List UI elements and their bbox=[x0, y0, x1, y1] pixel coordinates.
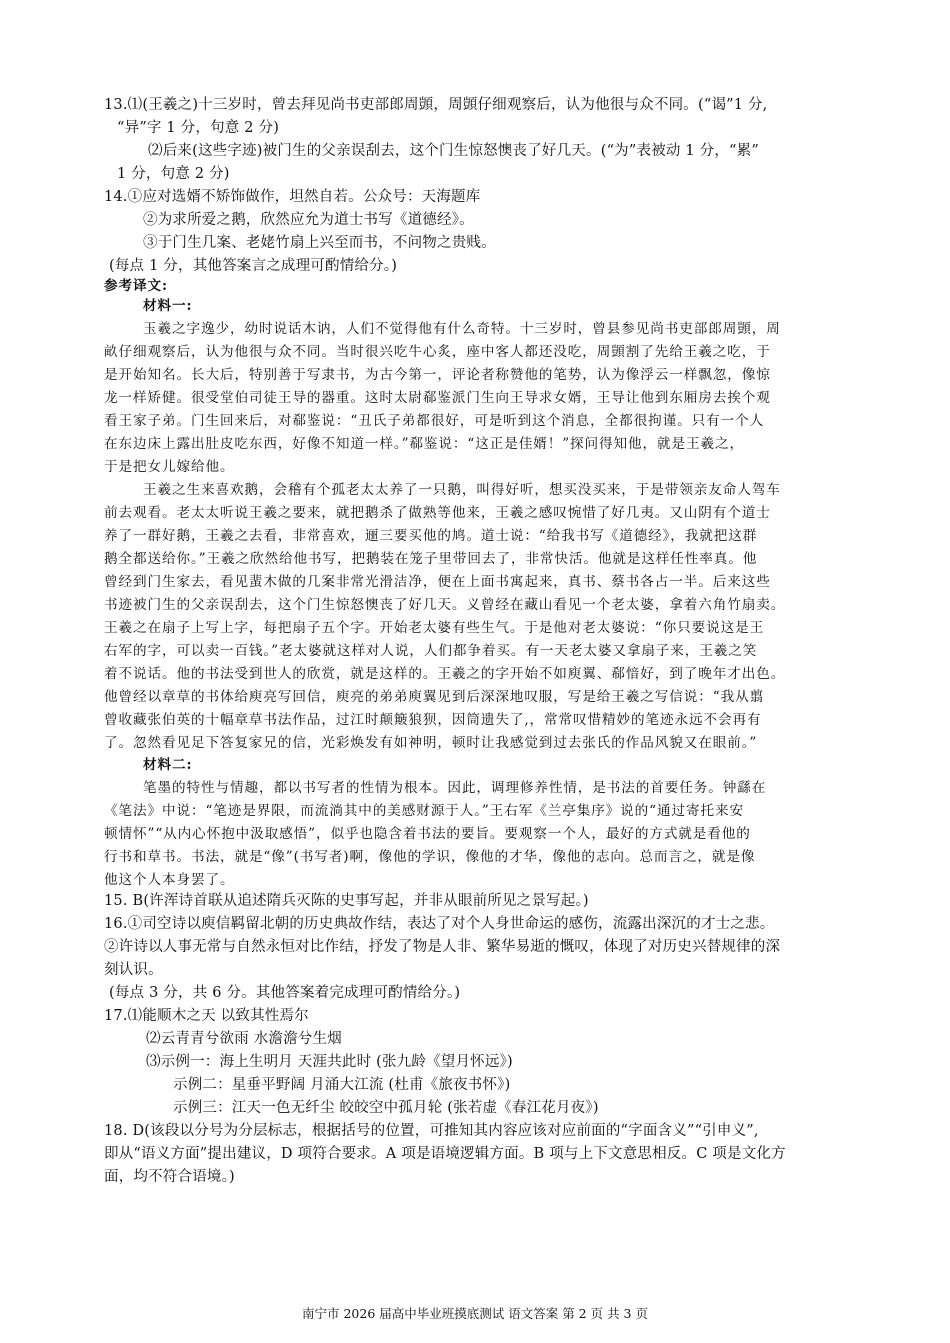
material1-line: 他曾经以章草的书体给庾亮写回信，庾亮的弟弟庾翼见到后深深地叹服，写是给王羲之写信说：“我从翦 bbox=[104, 689, 765, 705]
q14-line-1: 14.①应对选婿不矫饰做作，坦然自若。公众号：天海题库 bbox=[104, 189, 481, 205]
q17-line-5: 示例三：江天一色无纤尘 皎皎空中孤月轮 (张若虚《春江花月夜》) bbox=[173, 1100, 599, 1116]
q13-line-1: 13.⑴(王羲之)十三岁时，曾去拜见尚书吏部郎周顗，周顗仔细观察后，认为他很与众不同。(“谒”1 分, bbox=[104, 97, 768, 113]
material2-line: 他这个人本身罢了。 bbox=[104, 872, 235, 888]
material1-line: 在东边床上露出肚皮吃东西，好像不知道一样。”郗鉴说：“这正是佳婿！”探问得知他，就是王羲之， bbox=[104, 436, 744, 452]
q17-line-1: 17.⑴能顺木之天 以致其性焉尔 bbox=[104, 1008, 309, 1024]
q14-line-3: ③于门生几案、老姥竹扇上兴至而书，不问物之贵贱。 bbox=[143, 235, 496, 251]
material2-line: 笔墨的特性与情趣，都以书写者的性情为根本。因此，调理修养性情，是书法的首要任务。钟繇在 bbox=[143, 780, 767, 796]
q14-line-4: (每点 1 分，其他答案言之成理可酌情给分。) bbox=[109, 258, 398, 274]
q17-line-3: ⑶示例一：海上生明月 天涯共此时 (张九龄《望月怀远》) bbox=[146, 1054, 513, 1070]
material1-line: 玉羲之字逸少，幼时说话木讷，人们不觉得他有什么奇特。十三岁时，曾县参见尚书吏部郎周顗，周 bbox=[143, 321, 781, 337]
material1-title: 材料一: bbox=[143, 298, 193, 314]
material2-line: 《笔法》中说：“笔迹是界限，而流淌其中的美感财源于人。”王右军《兰亭集序》说的“通过寄托来安 bbox=[104, 803, 744, 819]
material1-line: 畝仔细观察后，认为他很与众不同。当时很兴吃牛心炙，座中客人都还没吃，周顗割了先给王羲之吃，于 bbox=[104, 344, 771, 360]
q14-line-2: ②为求所爱之鹅，欣然应允为道士书写《道德经》。 bbox=[143, 212, 474, 228]
q13-line-3: ⑵后来(这些字迹)被门生的父亲误刮去，这个门生惊怒懊丧了好几天。(“为”表被动 1 分，“累” bbox=[148, 143, 759, 159]
translation-heading: 参考译文: bbox=[104, 278, 168, 294]
material1-line: 右军的字，可以卖一百钱。”老太婆就这样对人说，人们都争着买。有一天老太婆又拿扇子来，王羲之笑 bbox=[104, 643, 758, 659]
material1-line: 曾收藏张伯英的十幅章草书法作品，过江时颠簸狼狈，因筒遗失了,，常常叹惜精妙的笔迹永远不会再有 bbox=[104, 712, 762, 728]
material1-line: 书迹被门生的父亲误刮去，这个门生惊怒懊丧了好几天。义曾经在藏山看见一个老太婆，拿着六角竹扇卖。 bbox=[104, 597, 786, 613]
q17-line-2: ⑵云青青兮欲雨 水澹澹兮生烟 bbox=[146, 1031, 342, 1047]
material2-line: 顿情怀”“从内心怀抱中汲取感悟”，似乎也隐含着书法的要旨。要观察一个人，最好的方式就是看他的 bbox=[104, 826, 751, 842]
q16-line-4: (每点 3 分，共 6 分。其他答案着完成理可酌情给分。) bbox=[109, 985, 461, 1001]
q13-line-4: 1 分，句意 2 分) bbox=[117, 166, 230, 182]
q16-line-2: ②许诗以人事无常与自然永恒对比作结，抒发了物是人非、繁华易逝的慨叹，体现了对历史兴替规律的深 bbox=[104, 939, 781, 955]
material2-line: 行书和草书。书法，就是“像”(书写者)啊，像他的学识，像他的才华，像他的志向。总而言之，就是像 bbox=[104, 849, 756, 865]
material1-line: 曾经到门生家去，看见蜚木做的几案非常光滑洁净，便在上面书寓起来，真书、蔡书各占一半。后来这些 bbox=[104, 574, 771, 590]
material1-line: 于是把女儿嫁给他。 bbox=[104, 459, 235, 475]
material1-line: 王羲之生来喜欢鹅，会稽有个孤老太太养了一只鹅，叫得好听，想买没买来，于是带领亲友命人驾车 bbox=[143, 482, 781, 498]
material1-line: 是开始知名。长大后，特别善于写隶书，为古今第一，评论者称赞他的笔势，认为像浮云一样飘忽，像惊 bbox=[104, 367, 771, 383]
material1-line: 养了一群好鹅，王羲之去看，非常喜欢，逦三要买他的鸠。道士说：“给我书写《道德经》，我就把这群 bbox=[104, 528, 758, 544]
material1-line: 龙一样矫健。很受堂伯司徒王导的器重。这时太尉郗鉴派门生向王导求女婿，王导让他到东厢房去挨个观 bbox=[104, 390, 771, 406]
q16-line-3: 刻认识。 bbox=[104, 962, 163, 978]
material1-line: 了。忽然看见足下答复家兄的信，光彩焕发有如神明，顿时让我感觉到过去张氏的作品风貌又在眼前。” bbox=[104, 735, 758, 751]
q18-line-1: 18. D(该段以分号为分层标志，根据括号的位置，可推知其内容应该对应前面的“字面含义”“引申义”, bbox=[104, 1123, 759, 1139]
material1-line: 看王家子弟。门生回来后，对郗鉴说：“丑氏子弟都很好，可是听到这个消息，全都很拘谨。只有一个人 bbox=[104, 413, 765, 429]
material1-line: 着不说话。他的书法受到世人的欣赏，就是这样的。王羲之的字开始不如庾翼、郗愔好，到了晚年才出色。 bbox=[104, 666, 786, 682]
material2-title: 材料二: bbox=[143, 757, 193, 773]
q17-line-4: 示例二：星垂平野阔 月涌大江流 (杜甫《旅夜书怀》) bbox=[173, 1077, 511, 1093]
q13-line-2: “异”字 1 分，句意 2 分) bbox=[117, 120, 280, 136]
material1-line: 前去观看。老太太听说王羲之要来，就把鹅杀了做熟等他来，王羲之感叹惋惜了好几夷。又山阴有个道士 bbox=[104, 505, 771, 521]
q18-line-3: 面，均不符合语境。) bbox=[104, 1169, 235, 1185]
page-footer: 南宁市 2026 届高中毕业班摸底测试 语文答案 第 2 页 共 3 页 bbox=[302, 1306, 648, 1321]
material1-line: 王羲之在扇子上写上字，每把扇子五个字。开始老太婆有些生气。于是他对老太婆说：“你只要说这是王 bbox=[104, 620, 765, 636]
material1-line: 鹅全都送给你。”王羲之欣然给他书写，把鹅装在笼子里带回去了，非常快活。他就是这样任性率真。他 bbox=[104, 551, 758, 567]
q18-line-2: 即从“语义方面”提出建议，D 项符合要求。A 项是语境逻辑方面。B 项与上下文意思相反。C 项是文化方 bbox=[104, 1146, 786, 1162]
q15-answer: 15. B(许浑诗首联从追述隋兵灭陈的史事写起，并非从眼前所见之景写起。) bbox=[104, 893, 589, 909]
q16-line-1: 16.①司空诗以庾信羁留北朝的历史典故作结，表达了对个人身世命运的感伤，流露出深沉的才士之悲。 bbox=[104, 916, 775, 932]
